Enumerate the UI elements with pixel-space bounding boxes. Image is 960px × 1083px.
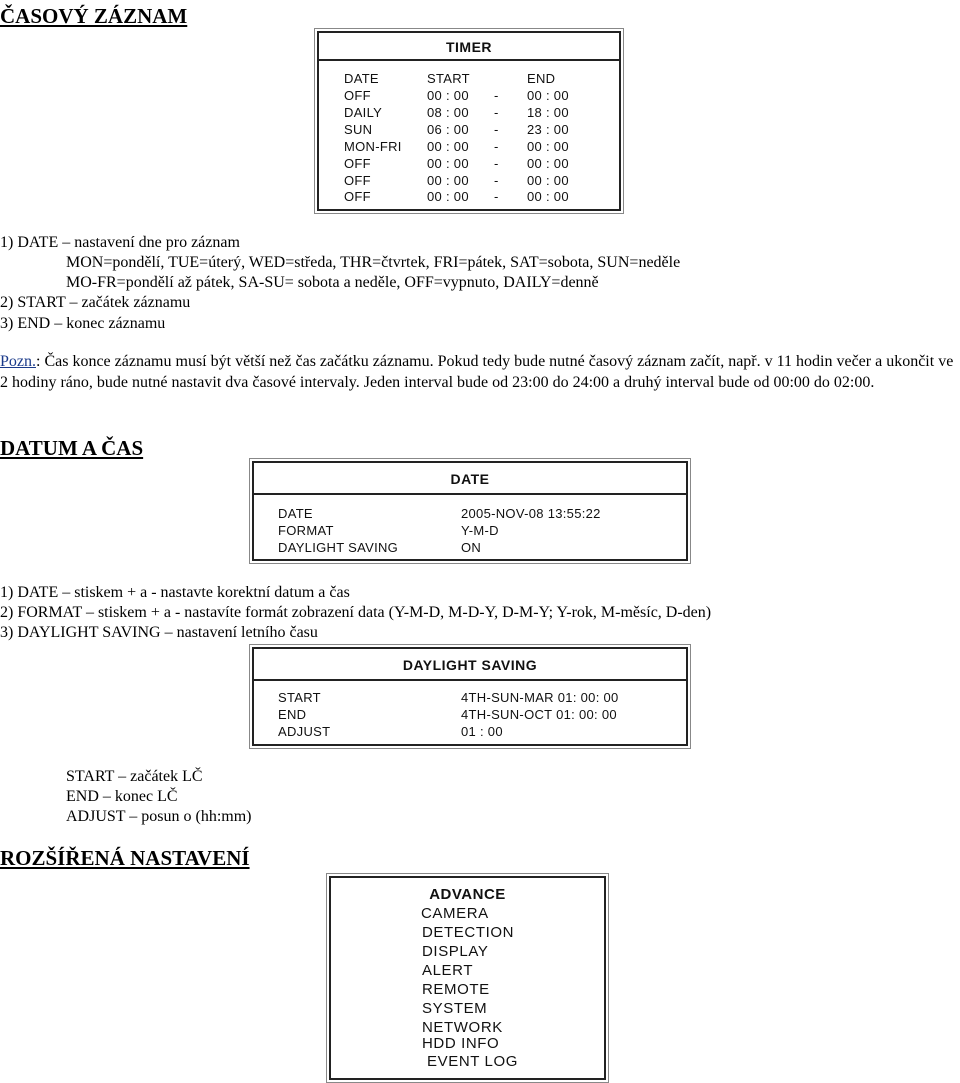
daylight-osd-title: DAYLIGHT SAVING xyxy=(402,657,538,673)
timer-row-end[interactable]: 18 : 00 xyxy=(527,105,569,120)
daylight-row-value[interactable]: 4TH-SUN-OCT 01: 00: 00 xyxy=(461,707,617,722)
timer-osd-title: TIMER xyxy=(445,39,493,55)
date-row-label: DATE xyxy=(278,506,313,521)
timer-desc-line: 3) END – konec záznamu xyxy=(0,315,166,332)
timer-row-end[interactable]: 00 : 00 xyxy=(527,173,569,188)
osd-title-divider xyxy=(319,59,619,61)
date-desc-line: 3) DAYLIGHT SAVING – nastavení letního času xyxy=(0,624,318,641)
timer-row-dash: - xyxy=(494,88,499,103)
timer-desc-line: 1) DATE – nastavení dne pro záznam xyxy=(0,234,240,251)
daylight-desc-line: END – konec LČ xyxy=(66,788,178,805)
timer-row-start[interactable]: 00 : 00 xyxy=(427,156,469,171)
timer-row-end[interactable]: 00 : 00 xyxy=(527,88,569,103)
timer-header-start: START xyxy=(427,71,470,86)
osd-title-divider xyxy=(254,493,686,495)
timer-row-date[interactable]: OFF xyxy=(344,156,371,171)
date-desc-line: 1) DATE – stiskem + a - nastavte korektní datum a čas xyxy=(0,584,350,601)
note-label: Pozn. xyxy=(0,353,36,370)
advance-menu-item-remote[interactable]: REMOTE xyxy=(422,981,490,998)
timer-row-start[interactable]: 00 : 00 xyxy=(427,139,469,154)
timer-desc-line: 2) START – začátek záznamu xyxy=(0,294,191,311)
date-row-value[interactable]: ON xyxy=(461,540,482,555)
advance-menu-item-display[interactable]: DISPLAY xyxy=(422,943,489,960)
timer-row-dash: - xyxy=(494,122,499,137)
timer-row-start[interactable]: 06 : 00 xyxy=(427,122,469,137)
date-desc-line: 2) FORMAT – stiskem + a - nastavíte formát zobrazení data (Y-M-D, M-D-Y, D-M-Y; Y-rok, M-měsíc, D-den) xyxy=(0,604,712,621)
timer-header-end: END xyxy=(527,71,556,86)
advance-menu-item-detection[interactable]: DETECTION xyxy=(422,924,515,941)
timer-row-dash: - xyxy=(494,139,499,154)
timer-row-start[interactable]: 00 : 00 xyxy=(427,189,469,204)
section-heading-date: DATUM A ČAS xyxy=(0,436,144,460)
date-osd-title: DATE xyxy=(450,471,490,487)
advance-menu-item-hdd-info[interactable]: HDD INFO xyxy=(422,1035,500,1052)
timer-desc-line: MO-FR=pondělí až pátek, SA-SU= sobota a neděle, OFF=vypnuto, DAILY=denně xyxy=(66,274,599,291)
timer-row-end[interactable]: 00 : 00 xyxy=(527,139,569,154)
timer-row-start[interactable]: 00 : 00 xyxy=(427,173,469,188)
date-osd-panel xyxy=(252,461,688,561)
advance-menu-item-system[interactable]: SYSTEM xyxy=(422,1000,488,1017)
daylight-desc-line: START – začátek LČ xyxy=(66,768,203,785)
advance-menu-item-camera[interactable]: CAMERA xyxy=(421,905,489,922)
date-row-value[interactable]: 2005-NOV-08 13:55:22 xyxy=(461,506,601,521)
timer-row-date[interactable]: DAILY xyxy=(344,105,383,120)
note-text: : Čas konce záznamu musí být větší než čas začátku záznamu. Pokud tedy bude nutné časový záznam začít, např. v 11 hodin večer a ukončit ve 2 hodiny ráno, bude nutné nastavit dva časové intervaly. Jeden interval bude od 23:00 do 24:00 a druhý interval bude od 00:00 do 02:00. xyxy=(0,353,954,391)
advance-osd-title: ADVANCE xyxy=(429,886,506,903)
daylight-osd-panel xyxy=(252,647,688,746)
section-heading-timer: ČASOVÝ ZÁZNAM xyxy=(0,4,188,28)
timer-row-date[interactable]: OFF xyxy=(344,173,371,188)
daylight-row-label: END xyxy=(278,707,307,722)
timer-row-date[interactable]: SUN xyxy=(344,122,373,137)
timer-note xyxy=(0,351,958,393)
timer-row-dash: - xyxy=(494,189,499,204)
daylight-row-value[interactable]: 01 : 00 xyxy=(461,724,503,739)
date-row-value[interactable]: Y-M-D xyxy=(461,523,499,538)
timer-row-start[interactable]: 08 : 00 xyxy=(427,105,469,120)
date-row-label: FORMAT xyxy=(278,523,334,538)
advance-menu-item-alert[interactable]: ALERT xyxy=(422,962,474,979)
timer-row-date[interactable]: OFF xyxy=(344,88,371,103)
timer-row-end[interactable]: 00 : 00 xyxy=(527,189,569,204)
timer-row-end[interactable]: 23 : 00 xyxy=(527,122,569,137)
daylight-row-label: START xyxy=(278,690,321,705)
daylight-desc-line: ADJUST – posun o (hh:mm) xyxy=(66,808,252,825)
date-row-label: DAYLIGHT SAVING xyxy=(278,540,399,555)
daylight-row-value[interactable]: 4TH-SUN-MAR 01: 00: 00 xyxy=(461,690,619,705)
timer-row-end[interactable]: 00 : 00 xyxy=(527,156,569,171)
section-heading-advance: ROZŠÍŘENÁ NASTAVENÍ xyxy=(0,846,250,870)
timer-row-date[interactable]: OFF xyxy=(344,189,371,204)
timer-row-dash: - xyxy=(494,156,499,171)
osd-title-divider xyxy=(254,679,686,681)
daylight-row-label: ADJUST xyxy=(278,724,331,739)
timer-header-date: DATE xyxy=(344,71,379,86)
advance-menu-item-event-log[interactable]: EVENT LOG xyxy=(427,1053,518,1070)
timer-osd-panel xyxy=(317,31,621,211)
advance-osd-panel xyxy=(329,876,606,1080)
timer-row-start[interactable]: 00 : 00 xyxy=(427,88,469,103)
timer-desc-line: MON=pondělí, TUE=úterý, WED=středa, THR=čtvrtek, FRI=pátek, SAT=sobota, SUN=neděle xyxy=(66,254,681,271)
timer-row-dash: - xyxy=(494,105,499,120)
advance-menu-item-network[interactable]: NETWORK xyxy=(422,1019,503,1036)
timer-row-dash: - xyxy=(494,173,499,188)
timer-row-date[interactable]: MON-FRI xyxy=(344,139,402,154)
